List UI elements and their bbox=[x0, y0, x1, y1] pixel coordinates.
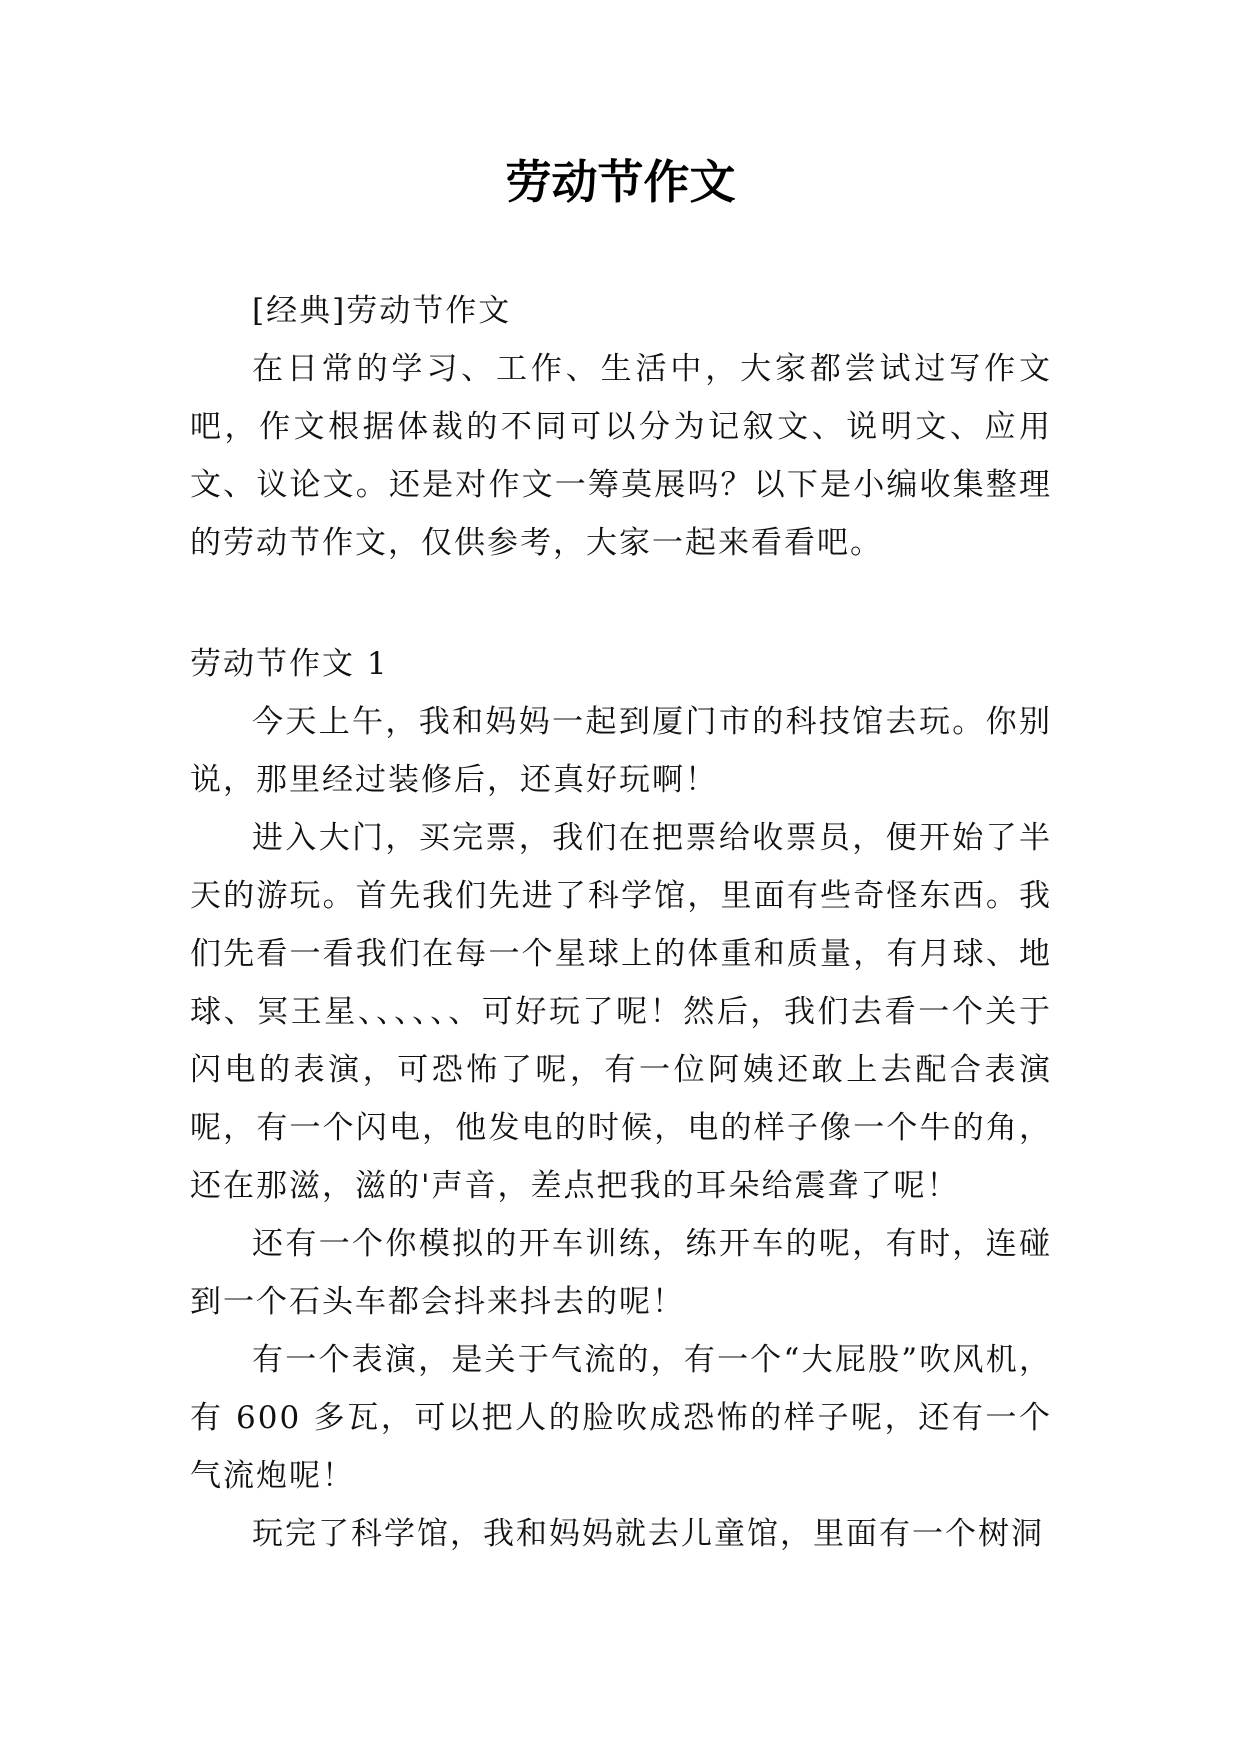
article-paragraph-2: 进入大门，买完票，我们在把票给收票员，便开始了半天的游玩。首先我们先进了科学馆，里面有些奇怪东西。我们先看一看我们在每一个星球上的体重和质量，有月球、地球、冥王星、、、、、、可好玩了呢！然后，我们去看一个关于闪电的表演，可恐怖了呢，有一位阿姨还敢上去配合表演呢，有一个闪电，他发电的时候，电的样子像一个牛的角，还在那滋，滋的'声音，差点把我的耳朵给震聋了呢！ bbox=[190, 820, 1052, 1204]
article-paragraph-1: 今天上午，我和妈妈一起到厦门市的科技馆去玩。你别说，那里经过装修后，还真好玩啊！ bbox=[190, 704, 1052, 798]
document-title: 劳动节作文 bbox=[505, 155, 736, 209]
intro-paragraph: 在日常的学习、工作、生活中，大家都尝试过写作文吧，作文根据体裁的不同可以分为记叙文、说明文、应用文、议论文。还是对作文一筹莫展吗？以下是小编收集整理的劳动节作文，仅供参考，大家一起来看看吧。 bbox=[190, 351, 1052, 561]
intro-block bbox=[190, 282, 1052, 572]
article-block bbox=[190, 635, 1052, 1563]
article-paragraph-5: 玩完了科学馆，我和妈妈就去儿童馆，里面有一个树洞 bbox=[252, 1516, 1044, 1552]
section-heading: 劳动节作文 1 bbox=[190, 646, 389, 682]
article-paragraph-3: 还有一个你模拟的开车训练，练开车的呢，有时，连碰到一个石头车都会抖来抖去的呢！ bbox=[190, 1226, 1052, 1320]
intro-heading: [经典]劳动节作文 bbox=[252, 293, 512, 329]
article-paragraph-4: 有一个表演，是关于气流的，有一个“大屁股”吹风机，有 600 多瓦，可以把人的脸吹成恐怖的样子呢，还有一个气流炮呢！ bbox=[190, 1342, 1052, 1494]
